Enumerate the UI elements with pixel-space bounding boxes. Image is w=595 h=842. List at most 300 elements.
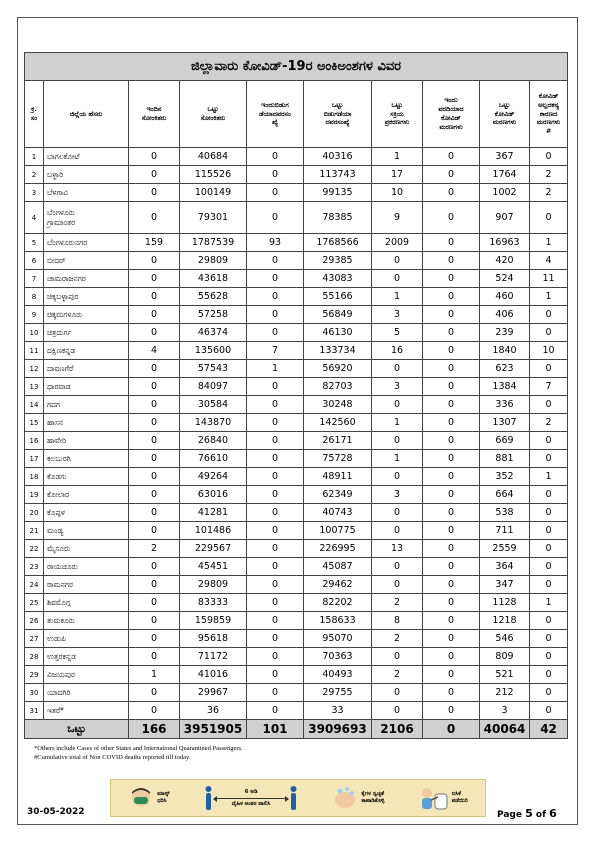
stat-cell: 0 [247,202,304,234]
stat-cell: 49264 [180,468,247,486]
stat-cell: 1218 [480,612,530,630]
stat-cell: 1 [530,594,568,612]
stat-cell: 46130 [304,324,372,342]
stat-cell: 711 [480,522,530,540]
footnote-non-covid: #Cumulative total of Non COVID deaths reported till today. [34,754,191,761]
stat-cell: 16 [372,342,423,360]
table-row [25,432,568,450]
stat-cell: 55628 [180,288,247,306]
banner-hygiene [332,785,384,811]
stat-cell: 63016 [180,486,247,504]
stat-cell: 2 [129,540,180,558]
serial-number: 16 [25,432,44,450]
stat-cell: 0 [247,252,304,270]
stat-cell: 95618 [180,630,247,648]
stat-cell: 0 [372,648,423,666]
stat-cell: 0 [423,252,480,270]
stat-cell: 36 [180,702,247,720]
serial-number: 31 [25,702,44,720]
table-row [25,184,568,202]
district-name: ಉಡುಪಿ [44,630,129,648]
district-name: ಶಿವಮೊಗ್ಗ [44,594,129,612]
stat-cell: 45451 [180,558,247,576]
stat-cell: 56849 [304,306,372,324]
header-cell: ಇಂದು ವರದಿಯಾದ ಕೋವಿಡ್ ಮರಣಗಳು [423,81,480,148]
serial-number: 2 [25,166,44,184]
stat-cell: 0 [247,270,304,288]
stat-cell: 0 [423,414,480,432]
stat-cell: 0 [247,540,304,558]
stat-cell: 0 [129,288,180,306]
page-number: Page 5 of 6 [497,807,557,820]
stat-cell: 0 [247,450,304,468]
stat-cell: 336 [480,396,530,414]
stat-cell: 664 [480,486,530,504]
stat-cell: 1 [530,234,568,252]
stat-cell: 2 [530,414,568,432]
stat-cell: 0 [530,202,568,234]
stat-cell: 0 [530,576,568,594]
stat-cell: 2 [372,630,423,648]
stat-cell: 40684 [180,148,247,166]
stat-cell: 0 [423,684,480,702]
serial-number: 29 [25,666,44,684]
serial-number: 18 [25,468,44,486]
report-date: 30-05-2022 [27,807,85,817]
stat-cell: 0 [247,504,304,522]
stat-cell: 5 [372,324,423,342]
table-row [25,702,568,720]
stat-cell: 55166 [304,288,372,306]
header-cell: ಒಟ್ಟು ಸಕ್ರಿಯ ಪ್ರಕರಣಗಳು [372,81,423,148]
stat-cell: 1 [530,288,568,306]
stat-cell: 4 [530,252,568,270]
stat-cell: 0 [530,684,568,702]
stat-cell: 101486 [180,522,247,540]
stat-cell: 0 [129,486,180,504]
stat-cell: 0 [129,558,180,576]
stat-cell: 1 [247,360,304,378]
stat-cell: 1 [372,414,423,432]
mask-text: ಮಾಸ್ಕ್ ಧರಿಸಿ [157,791,170,804]
stat-cell: 0 [423,396,480,414]
stat-cell: 0 [129,576,180,594]
stat-cell: 0 [423,148,480,166]
stat-cell: 1 [530,468,568,486]
stat-cell: 0 [247,612,304,630]
stat-cell: 0 [129,648,180,666]
stat-cell: 0 [129,396,180,414]
stat-cell: 367 [480,148,530,166]
stat-cell: 57543 [180,360,247,378]
stat-cell: 159 [129,234,180,252]
stat-cell: 0 [129,202,180,234]
stat-cell: 0 [247,432,304,450]
stat-cell: 10 [372,184,423,202]
stat-cell: 33 [304,702,372,720]
stat-cell: 158633 [304,612,372,630]
stat-cell: 420 [480,252,530,270]
stat-cell: 43618 [180,270,247,288]
stat-cell: 7 [530,378,568,396]
stat-cell: 16963 [480,234,530,252]
stat-cell: 0 [530,630,568,648]
stat-cell: 17 [372,166,423,184]
table-row [25,414,568,432]
stat-cell: 1002 [480,184,530,202]
stat-cell: 0 [372,360,423,378]
stat-cell: 100149 [180,184,247,202]
header-cell: ಜಿಲ್ಲೆಯ ಹೆಸರು [44,81,129,148]
stat-cell: 524 [480,270,530,288]
table-row [25,648,568,666]
district-name: ಬೀದರ್ [44,252,129,270]
stat-cell: 0 [423,648,480,666]
serial-number: 5 [25,234,44,252]
stat-cell: 0 [530,504,568,522]
stat-cell: 93 [247,234,304,252]
stat-cell: 0 [423,666,480,684]
district-name: ಚಿತ್ರದುರ್ಗ [44,324,129,342]
stat-cell: 8 [372,612,423,630]
stat-cell: 0 [423,270,480,288]
stat-cell: 0 [423,576,480,594]
stat-cell: 82703 [304,378,372,396]
stat-cell: 538 [480,504,530,522]
stat-cell: 0 [372,576,423,594]
district-name: ಕೊಪ್ಪಳ [44,504,129,522]
stat-cell: 45087 [304,558,372,576]
stat-cell: 0 [129,432,180,450]
serial-number: 4 [25,202,44,234]
stat-cell: 0 [247,576,304,594]
stat-cell: 0 [247,378,304,396]
table-row [25,396,568,414]
table-row [25,270,568,288]
stat-cell: 29967 [180,684,247,702]
stat-cell: 0 [247,558,304,576]
stat-cell: 0 [129,148,180,166]
stat-cell: 0 [423,324,480,342]
stat-cell: 3 [372,486,423,504]
serial-number: 14 [25,396,44,414]
table-row [25,612,568,630]
table-row [25,148,568,166]
stat-cell: 0 [530,324,568,342]
stat-cell: 1840 [480,342,530,360]
stat-cell: 669 [480,432,530,450]
stat-cell: 907 [480,202,530,234]
serial-number: 13 [25,378,44,396]
hand-wash-icon [332,785,358,811]
stat-cell: 0 [247,148,304,166]
table-row [25,360,568,378]
district-name: ಬೆಂಗಳೂರುನಗರ [44,234,129,252]
stat-cell: 0 [423,288,480,306]
total-cell: 3909693 [304,720,372,739]
serial-number: 7 [25,270,44,288]
stat-cell: 7 [247,342,304,360]
table-row [25,342,568,360]
stat-cell: 0 [129,630,180,648]
stat-cell: 0 [372,522,423,540]
stat-cell: 0 [423,184,480,202]
table-row [25,378,568,396]
stat-cell: 70363 [304,648,372,666]
serial-number: 21 [25,522,44,540]
stat-cell: 133734 [304,342,372,360]
stat-cell: 809 [480,648,530,666]
stat-cell: 0 [423,594,480,612]
table-row [25,486,568,504]
district-name: ಉತ್ತರಕನ್ನಡ [44,648,129,666]
stat-cell: 26171 [304,432,372,450]
serial-number: 19 [25,486,44,504]
serial-number: 23 [25,558,44,576]
serial-number: 3 [25,184,44,202]
stat-cell: 0 [129,306,180,324]
table-row [25,288,568,306]
stat-cell: 57258 [180,306,247,324]
stat-cell: 0 [129,702,180,720]
stat-cell: 460 [480,288,530,306]
stat-cell: 159859 [180,612,247,630]
district-name: ಬಳ್ಳಾರಿ [44,166,129,184]
footnotes [34,744,243,762]
stat-cell: 0 [372,504,423,522]
stat-cell: 347 [480,576,530,594]
stat-cell: 0 [129,414,180,432]
total-cell: 40064 [480,720,530,739]
stat-cell: 0 [247,684,304,702]
stat-cell: 0 [423,432,480,450]
stat-cell: 26840 [180,432,247,450]
stat-cell: 41016 [180,666,247,684]
stat-cell: 0 [423,504,480,522]
stat-cell: 3 [372,378,423,396]
stat-cell: 0 [530,702,568,720]
table-row [25,166,568,184]
stat-cell: 78385 [304,202,372,234]
stat-cell: 1128 [480,594,530,612]
table-row [25,252,568,270]
stat-cell: 0 [247,666,304,684]
stat-cell: 82202 [304,594,372,612]
stat-cell: 29462 [304,576,372,594]
stat-cell: 0 [530,522,568,540]
district-name: ಕೊಡಗು [44,468,129,486]
district-name: ಯಾದಗಿರಿ [44,684,129,702]
stat-cell: 0 [247,184,304,202]
header-cell: ಇಂದಿನ ಸೋಂಕಿತರು [129,81,180,148]
stat-cell: 0 [247,324,304,342]
stat-cell: 1 [372,148,423,166]
stat-cell: 95070 [304,630,372,648]
district-name: ಬೆಂಗಳೂರು ಗ್ರಾಮಾಂತರ [44,202,129,234]
table-title: ಜಿಲ್ಲಾವಾರು ಕೋವಿಡ್-19ರ ಅಂಕಿಅಂಶಗಳ ವಿವರ [25,53,568,81]
stat-cell: 0 [423,540,480,558]
stat-cell: 46374 [180,324,247,342]
serial-number: 24 [25,576,44,594]
stat-cell: 83333 [180,594,247,612]
stat-cell: 0 [129,360,180,378]
distance-arrow-icon [216,798,286,799]
stat-cell: 239 [480,324,530,342]
stat-cell: 0 [129,504,180,522]
stat-cell: 0 [247,396,304,414]
serial-number: 9 [25,306,44,324]
table-row [25,558,568,576]
mask-face-icon [128,785,154,811]
stat-cell: 0 [247,468,304,486]
stat-cell: 0 [129,184,180,202]
stat-cell: 406 [480,306,530,324]
stat-cell: 0 [423,166,480,184]
stat-cell: 2559 [480,540,530,558]
serial-number: 25 [25,594,44,612]
stat-cell: 29385 [304,252,372,270]
stat-cell: 1 [372,450,423,468]
total-cell: 101 [247,720,304,739]
stat-cell: 0 [247,522,304,540]
stat-cell: 13 [372,540,423,558]
table-row [25,540,568,558]
banner-distance [204,785,298,811]
serial-number: 20 [25,504,44,522]
stat-cell: 0 [129,594,180,612]
stat-cell: 0 [129,468,180,486]
stat-cell: 0 [423,558,480,576]
hygiene-text: ಕೈಗಳ ಸ್ವಚ್ಛತೆ ಕಾಪಾಡಿಕೊಳ್ಳಿ [361,791,385,804]
stat-cell: 4 [129,342,180,360]
district-name: ಇತರೆ* [44,702,129,720]
stat-cell: 0 [247,648,304,666]
stat-cell: 1787539 [180,234,247,252]
stat-cell: 56920 [304,360,372,378]
stat-cell: 0 [530,148,568,166]
district-name: ಕಲಬುರಗಿ [44,450,129,468]
header-cell: ಒಟ್ಟು ಸೋಂಕಿತರು [180,81,247,148]
stat-cell: 1384 [480,378,530,396]
stat-cell: 0 [372,468,423,486]
serial-number: 11 [25,342,44,360]
stat-cell: 43083 [304,270,372,288]
stat-cell: 0 [372,270,423,288]
total-cell: 166 [129,720,180,739]
table-row [25,630,568,648]
serial-number: 10 [25,324,44,342]
header-cell: ಇಂದುಬಿಡುಗ ಡೆಯಾದವರಸಂ ಖ್ಯೆ [247,81,304,148]
stat-cell: 0 [423,202,480,234]
stat-cell: 76610 [180,450,247,468]
stat-cell: 0 [129,378,180,396]
serial-number: 17 [25,450,44,468]
stat-cell: 0 [129,522,180,540]
total-cell: 42 [530,720,568,739]
district-name: ಬೆಳಗಾವಿ [44,184,129,202]
awareness-banner [110,779,486,817]
stat-cell: 521 [480,666,530,684]
stat-cell: 0 [423,486,480,504]
stat-cell: 3 [372,306,423,324]
district-name: ಚಿಕ್ಕಬಳ್ಳಾಪುರ [44,288,129,306]
stat-cell: 364 [480,558,530,576]
table-row [25,468,568,486]
district-name: ಹಾಸನ [44,414,129,432]
district-name: ಚಾಮರಾಜನಗರ [44,270,129,288]
stat-cell: 2 [530,166,568,184]
person-icon [289,785,298,811]
stat-cell: 352 [480,468,530,486]
person-icon [204,785,213,811]
stat-cell: 0 [372,432,423,450]
serial-number: 26 [25,612,44,630]
stat-cell: 40743 [304,504,372,522]
district-name: ಕೋಲಾರ [44,486,129,504]
total-cell: 2106 [372,720,423,739]
stat-cell: 135600 [180,342,247,360]
stat-cell: 0 [247,594,304,612]
stat-cell: 0 [530,558,568,576]
header-row [25,81,568,148]
stat-cell: 2 [372,594,423,612]
header-cell: ಒಟ್ಟು ಬಿಡುಗಡೆಯಾ ದವರಸಂಖ್ಯೆ [304,81,372,148]
stat-cell: 11 [530,270,568,288]
serial-number: 8 [25,288,44,306]
total-cell: 0 [423,720,480,739]
serial-number: 22 [25,540,44,558]
banner-vaccine [419,785,468,811]
stat-cell: 212 [480,684,530,702]
stat-cell: 29809 [180,252,247,270]
district-name: ದಕ್ಷಿಣಕನ್ನಡ [44,342,129,360]
stat-cell: 0 [423,630,480,648]
table-row [25,306,568,324]
table-row [25,202,568,234]
table-row [25,666,568,684]
stat-cell: 100775 [304,522,372,540]
district-name: ಮಂಡ್ಯ [44,522,129,540]
stat-cell: 41281 [180,504,247,522]
footnote-others: *Others include Cases of other States and International Quarantined Passengers. [34,745,243,752]
distance-top-text: 6 ಅಡಿ [244,788,258,795]
district-name: ದಾವಣಗೆರೆ [44,360,129,378]
district-name: ಹಾವೇರಿ [44,432,129,450]
stat-cell: 40316 [304,148,372,166]
header-cell: ಒಟ್ಟು ಕೋವಿಡ್ ಮರಣಗಳು [480,81,530,148]
stat-cell: 29755 [304,684,372,702]
stat-cell: 546 [480,630,530,648]
serial-number: 15 [25,414,44,432]
banner-mask [128,785,169,811]
stat-cell: 0 [372,684,423,702]
header-cell: ಕ್ರ. ಸಂ [25,81,44,148]
district-stats-table [24,52,568,739]
stat-cell: 1 [129,666,180,684]
district-name: ರಾಮನಗರ [44,576,129,594]
stat-cell: 142560 [304,414,372,432]
table-row [25,684,568,702]
stat-cell: 1 [372,288,423,306]
district-name: ರಾಯಚೂರು [44,558,129,576]
header-cell: ಕೋವಿಡ್ ಅಲ್ಲದಕನ್ಯ ಕಾರಣದ ಮರಣಗಳು # [530,81,568,148]
stat-cell: 79301 [180,202,247,234]
stat-cell: 0 [247,414,304,432]
stat-cell: 30248 [304,396,372,414]
stat-cell: 623 [480,360,530,378]
district-name: ಧಾರವಾಡ [44,378,129,396]
stat-cell: 1764 [480,166,530,184]
